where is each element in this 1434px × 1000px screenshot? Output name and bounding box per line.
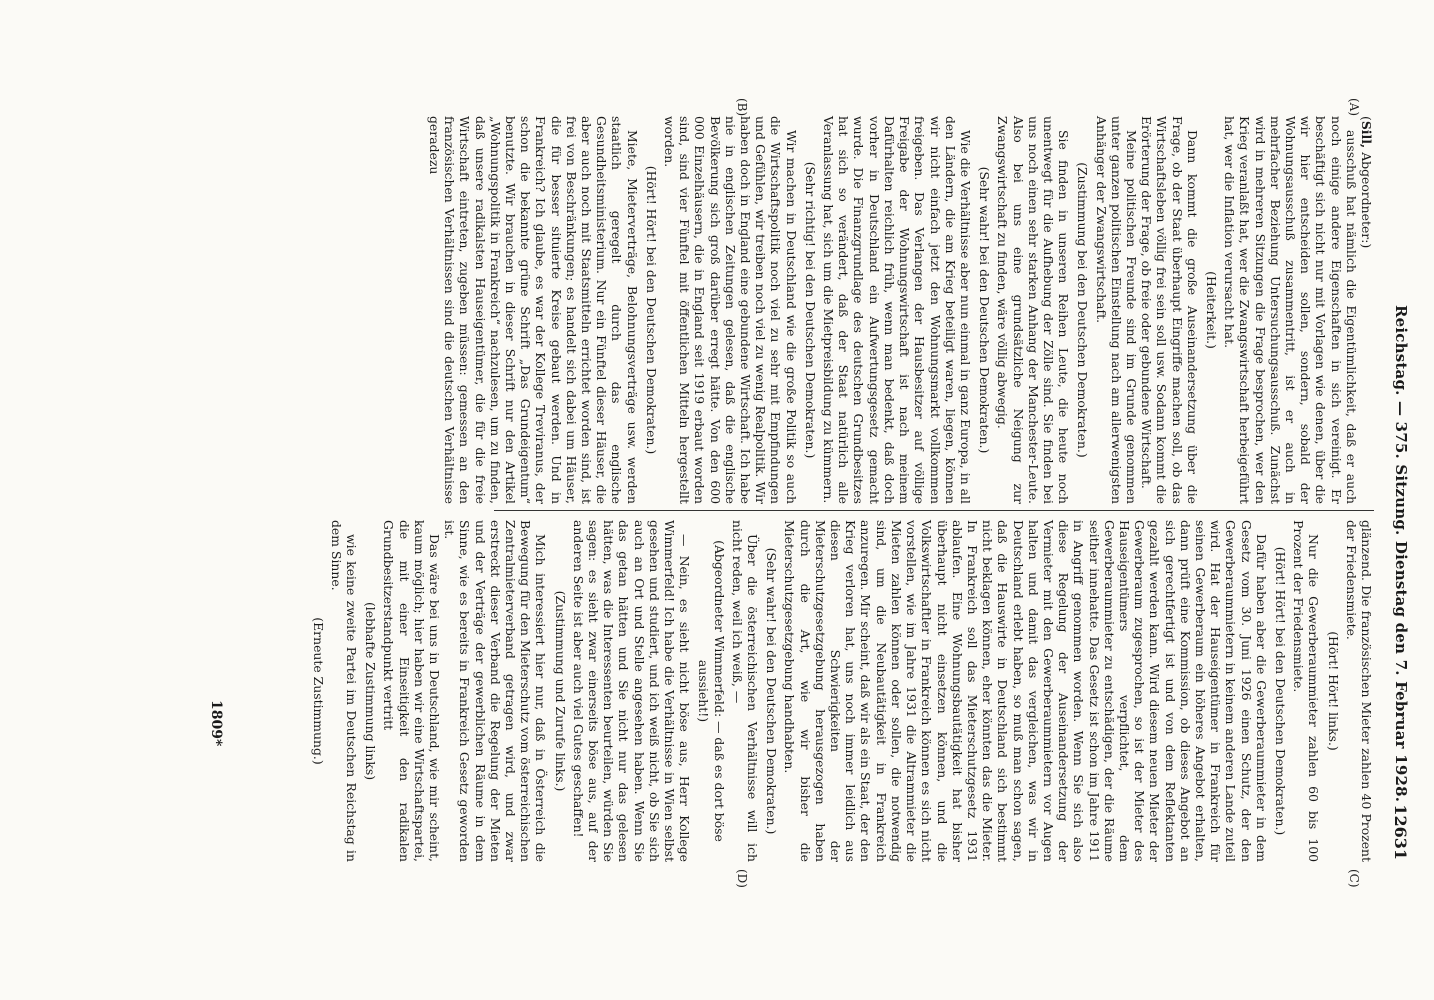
paragraph: Dafür haben aber die Gewerberaummieter in dem Gesetz vom 30. Juni 1926 einen Schutz, der den Gewerberaummietern in keinem anderen Lande zuteil wird. Hat der Hauseigentümer in Frankreich für seinen Gewerberaum ein höheres Angebot erhalten, dann prüft eine Kommission, ob dieses Angebot an sich gerechtfertigt ist und von dem Reflektanten gezahlt werden kann. Wird diesem neuen Mieter der Gewerberaum zugesprochen, so ist der Mieter des Hauseigentümers verpflichtet, dem Gewerberaummieter zu entschädigen, der die Räume seither innehatte. Das Gesetz ist schon im Jahre 1911 in Angriff genommen worden. Wenn Sie sich also diese Regelung der Auseinandersetzung der Vermieter mit den Gewerberaummietern vor Augen halten und damit das vergleichen, was wir in Deutschland erlebt haben, so muß man schon sagen, daß die Hauswirte in Deutschland sich bestimmt nicht beklagen können, eher könnten das die Mieter. In Frankreich soll das Mieterschutzgesetz 1931 ablaufen. Eine Wohnungsbautätigkeit hat bisher überhaupt nicht einsetzen können, und die Volkswirtschaftler in Frankreich können es sich nicht vorstellen, wie im Jahre 1931 die Altrammieter die Mieten zahlen können oder sollen, die notwendig sind, um die Neubautätigkeit in Frankreich anzuregen. Mir scheint, daß wir als ein Staat, der den Krieg verloren hat, uns noch immer leidlich aus diesen Schwierigkeiten der Mieterschutzgesetzgebung herausgezogen haben durch die Art, wie wir bisher die Mieterschutzgesetzgebung handhabten. — [782, 520, 1269, 862]
remark: (lebhafte Zustimmung links) — [363, 601, 379, 781]
paragraph: Miete, Mieterverträge, Belohnungsverträge usw. werden staatlich geregelt durch das englische Gesundheitsministerium. Nur ein Fünftel dieser Häuser, die aber auch noch mit Staatsmitteln errichtet worden sind, ist frei von Beschränkungen; es handelt sich dabei um Häuser, die für besser situierte Kreise gebaut werden. Und in Frankreich? Ich glaube, es war der Kollege Treviranus, der schon die bekannte grüne Schrift „Das Grundeigentum“ benutzte. Wir brauchen in dieser Schrift nur den Artikel „Wohnungspolitik in Frankreich“ nachzulesen, um zu finden, daß unsere radikalsten Hauseigentümer, die für die freie Wirtschaft eintreten, zugeben müssen: gemessen an den französischen Verhältnissen sind die deutschen Verhältnisse geradezu — [427, 116, 640, 504]
page-number-top: 12631 — [1391, 804, 1410, 860]
paragraph: Nur die Gewerberaummieter zahlen 60 bis 100 Prozent der Friedensmiete. — [1291, 520, 1322, 862]
margin-marker-d: (D) — [735, 869, 749, 888]
paragraph: Wir machen in Deutschland wie die große Politik so auch die Wirtschaftspolitik noch viel zu sehr mit Empfindungen und Gefühlen, wir treiben noch viel zu wenig Realpolitik. Wir haben doch in England eine gebundene Wirtschaft. Ich habe nie in englischen Zeitungen gelesen, daß die englische Bevölkerung sich groß darüber erregt hätte. Von den 600 000 Einzelhäusern, die in England seit 1919 erbaut worden sind, sind vier Fünftel mit öffentlichen Mitteln hergestellt worden. — [662, 116, 799, 504]
session-title: Reichstag. — 375. Sitzung. Dienstag den 7. Februar 1928. — [1392, 305, 1410, 803]
left-column — [427, 116, 1374, 504]
margin-marker-a: (A) — [1347, 98, 1361, 117]
remark: (Hört! Hört! bei den Deutschen Demokraten.) — [1272, 546, 1288, 836]
paragraph: Mich interessiert hier nur, daß in Österreich die Bewegung für den Mieterschutz vom österreichischen Zentralmieterverband getragen wird, und zwar erstreckt dieser Verband die Regelung der Mieten und der Verträge der gewerblichen Räume in dem Sinne, wie es bereits in Frankreich Gesetz geworden ist. — [442, 520, 549, 862]
remark: (Erneute Zustimmung.) — [310, 617, 326, 765]
paragraph: wie keine zweite Partei im Deutschen Reichstag in dem Sinne. — [328, 520, 359, 862]
margin-marker-b: (B) — [735, 98, 749, 117]
column-divider — [494, 510, 1374, 511]
sheet-number: 1809* — [208, 700, 224, 747]
speaker-line: (Sill, Abgeordneter:) — [1359, 116, 1374, 249]
speaker-role: Abgeordneter:) — [1359, 152, 1374, 249]
remark: (Zustimmung und Zurufe links.) — [552, 590, 568, 792]
speaker-name: Sill, — [1359, 120, 1374, 149]
remark: (Abgeordneter Wimmerfeld: — daß es dort böse aussieht!) — [696, 540, 727, 842]
right-column — [306, 520, 1374, 862]
page-header — [1386, 115, 1418, 860]
paragraph: Über die österreichischen Verhältnisse will ich nicht reden, weil ich weiß, — — [729, 520, 761, 862]
paragraph: Meine politischen Freunde sind im Grunde genommen unter ganzen politischen Einstellung nach am allerwenigsten Anhänger der Zwangswirtschaft. — [1093, 116, 1139, 504]
remark: (Sehr wahr! bei den Deutschen Demokraten.) — [764, 547, 780, 835]
paragraph: Wie die Verhältnisse aber nun einmal in ganz Europa, in all den Ländern, die am Krieg beteiligt waren, liegen, können wir nicht einfach jetzt den Wohnungsmarkt vollkommen freigeben. Das Verlangen der Hausbesitzer auf völlige Freigabe der Wohnungswirtschaft ist nach meinem Dafürhalten reichlich früh, wenn man bedenkt, daß doch vorher in Deutschland ein Aufwertungsgesetz gemacht wurde. Die Finanzgrundlage des deutschen Grundbesitzes hat sich so verändert, daß der Staat natürlich alle Veranlassung hat, sich um die Mietpreisbildung zu kümmern. — [821, 116, 973, 504]
paragraph: Sie finden in unseren Reihen Leute, die heute noch unentwegt für die Aufhebung der Zölle sind. Sie finden bei uns noch einen sehr starken Anhang der Manchester-Leute. Also bei uns eine grundsätzliche Neigung zur Zwangswirtschaft zu finden, wäre völlig abwegig. — [995, 116, 1072, 504]
paragraph: ausschuß hat nämlich die Eigentümlichkeit, daß er auch noch einige andere Eigenschaften in sich vereinigt. Er beschäftigt sich nicht nur mit Vorlagen wie denen, über die wir hier entscheiden sollen, sondern, sobald der Wohnungsausschuß zusammentritt, ist er auch in mehrfacher Beziehung Untersuchungsausschuß. Zunächst wird in mehreren Sitzungen die Frage besprochen, wer den Krieg veranlaßt hat, wer die Zwangswirtschaft herbeigeführt hat, wer die Inflation verursacht hat. — [1222, 116, 1359, 504]
paragraph: glänzend. Die französischen Mieter zahlen 40 Prozent der Friedensmiete. — [1343, 520, 1374, 862]
remark: (Sehr richtig! bei den Deutschen Demokraten.) — [802, 161, 818, 459]
remark: (Zustimmung bei den Deutschen Demokraten.) — [1075, 162, 1091, 458]
remark: (Hört! Hört! bei den Deutschen Demokraten.) — [643, 165, 659, 455]
remark: (Sehr wahr! bei den Deutschen Demokraten.) — [977, 166, 993, 454]
margin-marker-c: (C) — [1347, 869, 1361, 888]
remark: (Heiterkeit.) — [1203, 271, 1219, 349]
paragraph: Dann kommt die große Auseinandersetzung über die Frage, ob der Staat überhaupt Eingriffe machen soll, ob das Wirtschaftsleben völlig frei sein soll usw. Sodann kommt die Erörterung der Frage, ob freie oder gebundene Wirtschaft. — [1139, 116, 1200, 504]
remark: (Hört! Hört! links.) — [1325, 631, 1341, 751]
paragraph: Das wäre bei uns in Deutschland, wie mir scheint, kaum möglich; hier haben wir eine Wirtschaftspartei, die mit einer Einseitigkeit den radikalen Grundbesitzerstandpunkt vertritt — [381, 520, 443, 862]
paragraph: — Nein, es sieht nicht böse aus, Herr Kollege Wimmerfeld! Ich habe die Verhältnisse in Wien selbst gesehen und studiert, und ich weiß nicht, ob Sie sich auch an Ort und Stelle angesehen haben. Wenn Sie das getan hätten und Sie nicht nur das gelesen hätten, was die Interessenten beurteilen, würden Sie sagen: es sieht zwar einerseits böse aus, auf der anderen Seite ist aber auch viel Gutes geschaffen! — [570, 520, 693, 862]
